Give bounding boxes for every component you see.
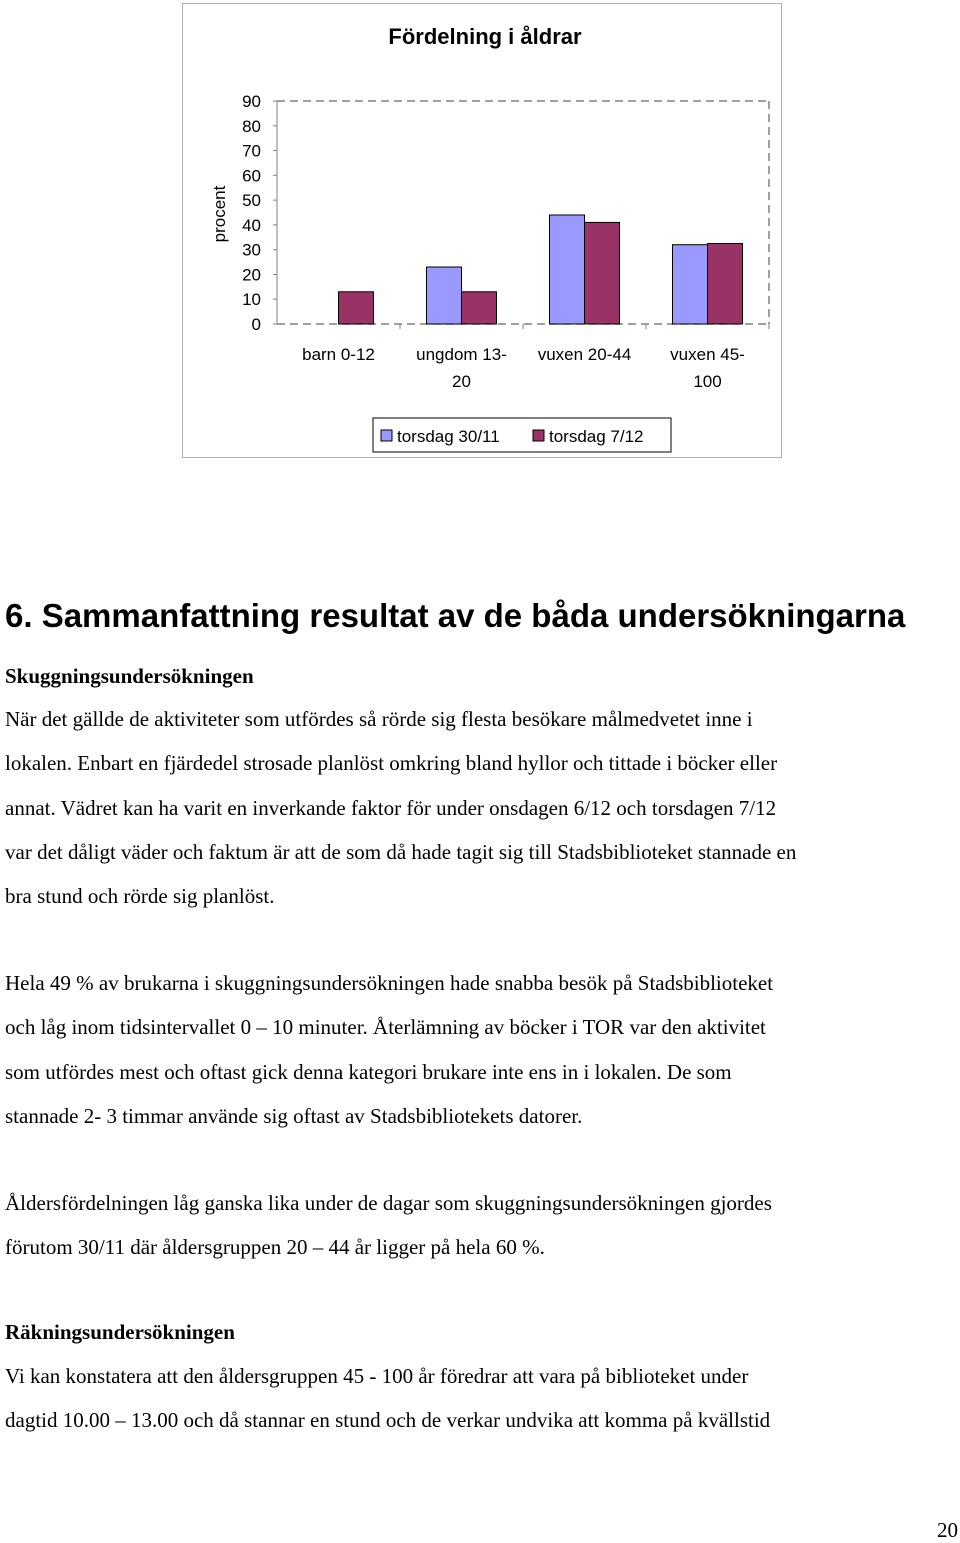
subheading-text: Skuggningsundersökningen xyxy=(5,664,254,688)
paragraph-line: Åldersfördelningen låg ganska lika under de dagar som skuggningsundersökningen gjordes xyxy=(5,1191,772,1215)
y-tick-label: 80 xyxy=(242,116,261,136)
paragraph-line: Hela 49 % av brukarna i skuggningsundersökningen hade snabba besök på Stadsbiblioteket xyxy=(5,971,774,995)
bar xyxy=(673,245,708,324)
subheading-rakning xyxy=(5,1320,960,1344)
paragraph-line: Vi kan konstatera att den åldersgruppen 45 - 100 år föredrar att vara på biblioteket under xyxy=(5,1364,749,1388)
y-tick-label: 50 xyxy=(242,191,261,211)
bar xyxy=(585,222,620,324)
y-tick-label: 10 xyxy=(242,290,261,310)
paragraph-line: förutom 30/11 där åldersgruppen 20 – 44 år ligger på hela 60 %. xyxy=(5,1235,545,1260)
paragraph-line: stannade 2- 3 timmar använde sig oftast av Stadsbibliotekets datorer. xyxy=(5,1103,583,1128)
x-tick-label: vuxen 20-44 xyxy=(537,345,632,364)
bar xyxy=(339,292,374,324)
chart-frame xyxy=(182,3,782,458)
y-tick-label: 30 xyxy=(242,240,261,260)
plot-area xyxy=(242,92,769,391)
paragraph-line: lokalen. Enbart en fjärdedel strosade planlöst omkring bland hyllor och tittade i böcker eller xyxy=(5,751,778,776)
chart-title: Fördelning i åldrar xyxy=(388,24,582,49)
y-tick-label: 40 xyxy=(242,215,261,235)
x-tick-label: 20 xyxy=(452,372,471,391)
bar xyxy=(550,215,585,324)
legend-swatch xyxy=(533,430,544,441)
paragraph-line: annat. Vädret kan ha varit en inverkande faktor för under onsdagen 6/12 och torsdagen 7/12 xyxy=(5,795,777,820)
page-number: 20 xyxy=(937,1518,958,1542)
paragraph-line: som utfördes mest och oftast gick denna kategori brukare inte ens in i lokalen. De som xyxy=(5,1059,732,1084)
bar xyxy=(427,267,462,324)
y-tick-label: 20 xyxy=(242,265,261,285)
x-tick-label: barn 0-12 xyxy=(302,345,375,364)
chart-legend xyxy=(373,418,671,452)
age-distribution-chart xyxy=(183,4,783,459)
y-tick-label: 70 xyxy=(242,141,261,161)
paragraph-line: var det dåligt väder och faktum är att de som då hade tagit sig till Stadsbiblioteket stannade en xyxy=(5,839,797,864)
paragraph-line: och låg inom tidsintervallet 0 – 10 minuter. Återlämning av böcker i TOR var den aktivitet xyxy=(5,1015,766,1040)
legend-swatch xyxy=(381,430,392,441)
paragraph-2 xyxy=(5,961,960,1138)
paragraph-1 xyxy=(5,697,960,918)
section-heading: 6. Sammanfattning resultat av de båda undersökningarna xyxy=(5,597,906,634)
paragraph-4 xyxy=(5,1354,960,1443)
paragraph-3 xyxy=(5,1181,960,1270)
y-tick-label: 0 xyxy=(251,315,261,334)
paragraph-line: dagtid 10.00 – 13.00 och då stannar en stund och de verkar undvika att komma på kvällstid xyxy=(5,1408,771,1433)
x-tick-label: vuxen 45- xyxy=(670,345,745,364)
subheading-text: Räkningsundersökningen xyxy=(5,1320,235,1344)
y-tick-label: 60 xyxy=(242,166,261,186)
legend-label: torsdag 7/12 xyxy=(549,427,644,446)
y-axis-label: procent xyxy=(210,185,229,243)
paragraph-line: bra stund och rörde sig planlöst. xyxy=(5,884,275,909)
y-tick-label: 90 xyxy=(242,92,261,111)
x-tick-label: ungdom 13- xyxy=(416,345,507,364)
bar xyxy=(462,292,497,324)
subheading-skuggning xyxy=(5,664,960,688)
bar xyxy=(708,243,743,324)
paragraph-line: När det gällde de aktiviteter som utfördes så rörde sig flesta besökare målmedvetet inne i xyxy=(5,707,753,731)
legend-label: torsdag 30/11 xyxy=(397,427,500,446)
x-tick-label: 100 xyxy=(693,372,722,391)
